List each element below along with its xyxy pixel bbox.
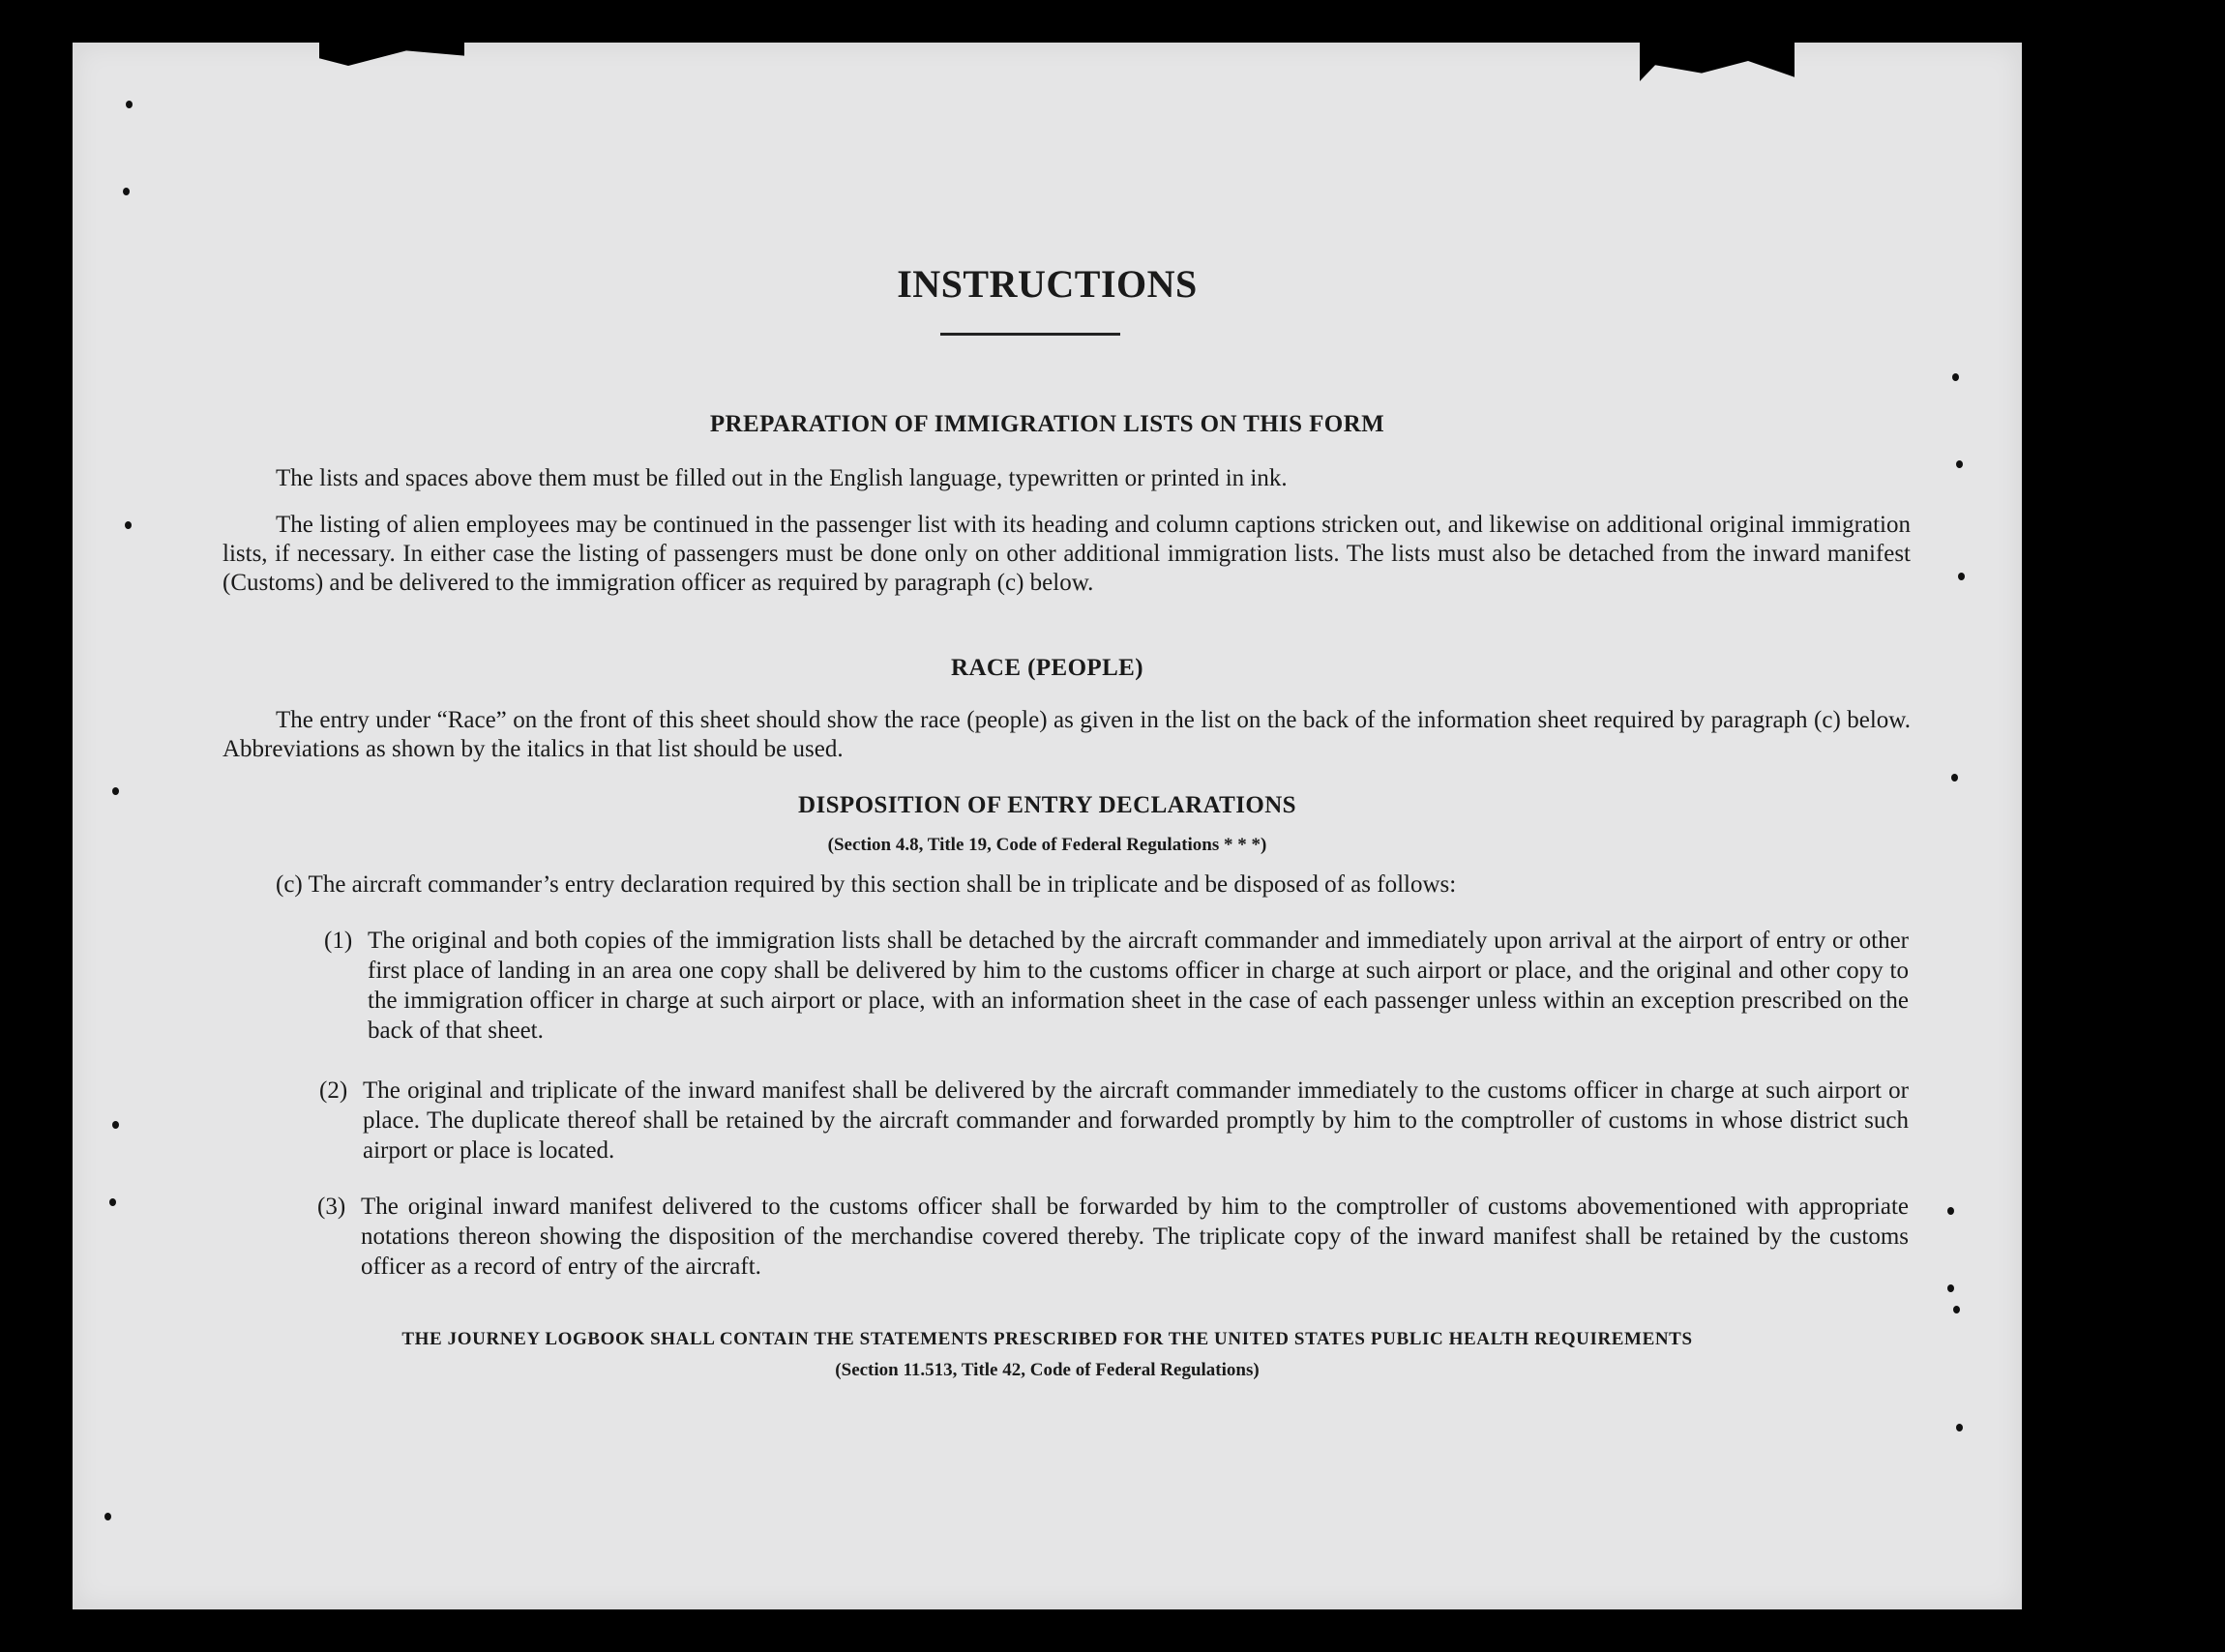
punch-mark <box>112 1121 119 1129</box>
punch-mark <box>1956 460 1963 468</box>
heading-preparation: PREPARATION OF IMMIGRATION LISTS ON THIS FORM <box>709 411 1385 437</box>
punch-mark <box>126 101 133 108</box>
footer-statement: THE JOURNEY LOGBOOK SHALL CONTAIN THE STATEMENTS PRESCRIBED FOR THE UNITED STATES PUBLIC HEALTH REQUIREMENTS <box>401 1329 1693 1349</box>
item-number-1: (1) <box>324 928 353 954</box>
disposition-citation: (Section 4.8, Title 19, Code of Federal Regulations * * *) <box>827 835 1267 855</box>
preparation-paragraph-1: The lists and spaces above them must be filled out in the English language, typewritten or printed in ink. <box>276 465 1288 491</box>
title-underline <box>940 333 1120 336</box>
footer-citation: (Section 11.513, Title 42, Code of Federal Regulations) <box>835 1360 1260 1380</box>
punch-mark <box>1947 1207 1954 1215</box>
heading-disposition: DISPOSITION OF ENTRY DECLARATIONS <box>798 792 1296 818</box>
punch-mark <box>1953 1306 1960 1313</box>
item-number-2: (2) <box>319 1077 348 1104</box>
disposition-item-3: The original inward manifest delivered to the customs officer shall be forwarded by him to the comptroller of customs abovementioned with appropriate notations thereon showing the disposition of the merchandise covered thereby. The triplicate copy of the inward manifest shall be retained by the customs officer as a record of entry of the aircraft. <box>361 1194 1909 1280</box>
heading-race: RACE (PEOPLE) <box>951 655 1143 681</box>
race-paragraph: The entry under “Race” on the front of this sheet should show the race (people) as given in the list on the back of the information sheet required by paragraph (c) below. Abbreviations as shown by the italics in that list should be used. <box>222 707 1911 762</box>
disposition-intro: (c) The aircraft commander’s entry declaration required by this section shall be in triplicate and be disposed of as follows: <box>276 871 1457 898</box>
punch-mark <box>125 521 132 529</box>
item-number-3: (3) <box>317 1194 346 1220</box>
page-title: INSTRUCTIONS <box>897 262 1198 306</box>
punch-mark <box>109 1198 116 1206</box>
disposition-item-1: The original and both copies of the immigration lists shall be detached by the aircraft commander and immediately upon arrival at the airport of entry or other first place of landing in an area one copy shall be delivered by him to the customs officer in charge at such airport or place, and the original and other copy to the immigration officer in charge at such airport or place, with an information sheet in the case of each passenger unless within an exception prescribed on the back of that sheet. <box>368 928 1909 1044</box>
punch-mark <box>123 188 130 195</box>
preparation-paragraph-2: The listing of alien employees may be continued in the passenger list with its heading and column captions stricken out, and likewise on additional original immigration lists, if necessary. In either case the listing of passengers must be done only on other additional immigration lists. The lists must also be detached from the inward manifest (Customs) and be delivered to the immigration officer as required by paragraph (c) below. <box>222 512 1911 596</box>
torn-corner-right <box>1640 41 1795 81</box>
punch-mark <box>1951 774 1958 782</box>
document-page <box>73 43 2022 1609</box>
punch-mark <box>104 1513 111 1520</box>
punch-mark <box>1958 573 1965 580</box>
punch-mark <box>1952 373 1959 381</box>
disposition-item-2: The original and triplicate of the inward manifest shall be delivered by the aircraft commander immediately to the customs officer in charge at such airport or place. The duplicate thereof shall be retained by the aircraft commander and forwarded promptly by him to the comptroller of customs in whose district such airport or place is located. <box>363 1077 1909 1164</box>
punch-mark <box>1956 1424 1963 1431</box>
torn-corner-left <box>319 41 464 66</box>
punch-mark <box>1947 1284 1954 1292</box>
